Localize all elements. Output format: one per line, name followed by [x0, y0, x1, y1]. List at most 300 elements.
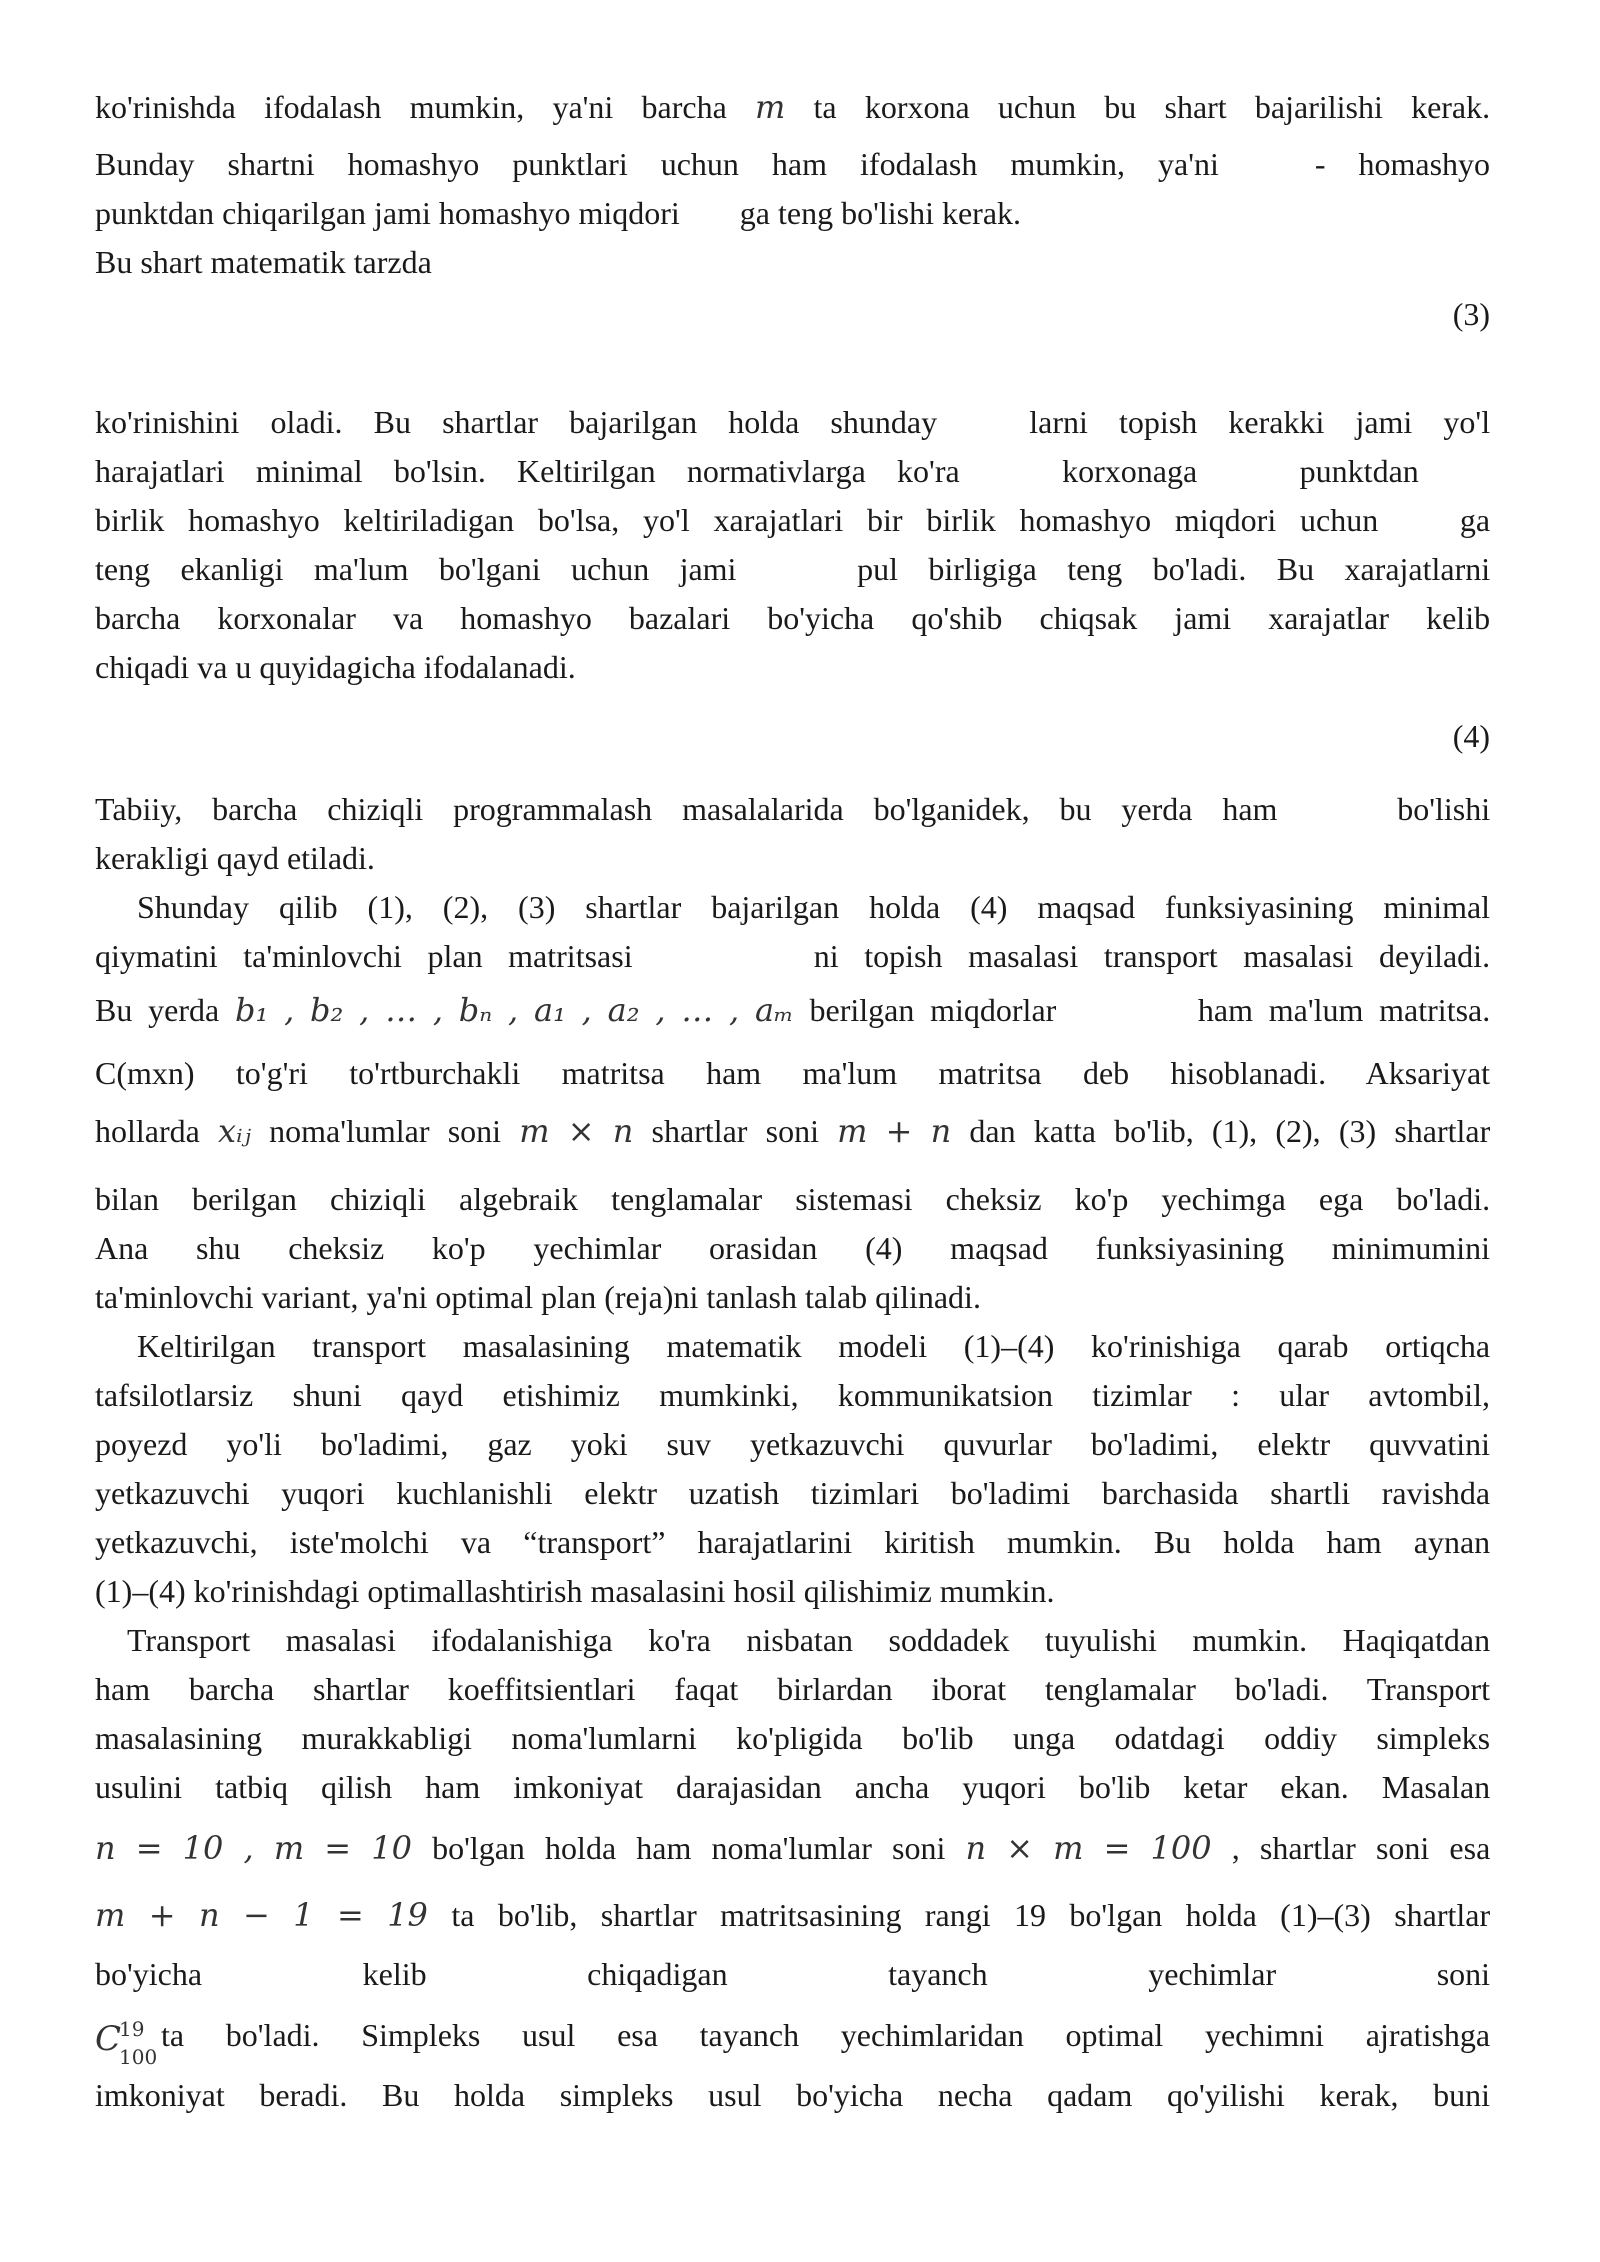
word: usul [708, 2077, 762, 2113]
word: matritsasining [720, 1897, 902, 1933]
word: Bu [95, 244, 133, 280]
word: yechimlar [1148, 1956, 1277, 1992]
text-line [95, 1375, 1490, 1417]
word: funksiyasining [1165, 889, 1354, 925]
word: ta'minlovchi [243, 938, 402, 974]
word: homashyo [460, 600, 592, 636]
word: katta [1033, 1113, 1096, 1149]
word: Haqiqatdan [1342, 1622, 1491, 1658]
word: koeffitsientlari [447, 1671, 636, 1707]
text-line [95, 144, 1490, 186]
text-line [95, 402, 1490, 444]
word: odatdagi [1114, 1720, 1225, 1756]
word: optimallashtirish [367, 1573, 583, 1609]
word: Bunday [95, 146, 195, 182]
word: yerda [1121, 791, 1193, 827]
word: ya'ni [1157, 146, 1219, 182]
word: bo'lib, [1114, 1113, 1194, 1149]
word: noma'lumlarni [511, 1720, 697, 1756]
math-fragment: m [837, 1112, 868, 1150]
math-fragment: a₁ [533, 991, 566, 1029]
math-fragment: , [729, 991, 740, 1029]
word: shartlar [600, 1897, 697, 1933]
word: (1), [1211, 1113, 1258, 1149]
math-fragment: n [198, 1896, 220, 1934]
word: (1)–(4) [963, 1328, 1055, 1364]
word: yo'l [1443, 404, 1491, 440]
word: yetkazuvchi [749, 1426, 905, 1462]
word: beradi. [259, 2077, 348, 2113]
word: holda [728, 404, 800, 440]
word: esa [1449, 1830, 1491, 1866]
text-line [95, 1767, 1490, 1809]
word: shart [140, 244, 203, 280]
word: faqat [674, 1671, 739, 1707]
word: matritsa [561, 1055, 665, 1091]
word: tenglamalar [1044, 1671, 1196, 1707]
text-line [95, 242, 1490, 284]
word: Transport [127, 1622, 251, 1658]
word: rangi [924, 1897, 991, 1933]
math-fragment: × [1006, 1829, 1034, 1867]
word: deyiladi. [1378, 938, 1491, 974]
word: to'rtburchakli [349, 1055, 521, 1091]
word: bo'lishi [1397, 791, 1491, 827]
math-fragment: n [930, 1112, 952, 1150]
word: maqsad [1037, 889, 1136, 925]
word: ham [95, 1671, 151, 1707]
word: yetkazuvchi, [95, 1524, 258, 1560]
word: ya'ni [552, 89, 614, 125]
math-fragment: , [243, 1829, 254, 1867]
word: Bu [373, 404, 411, 440]
text-line [95, 1571, 1490, 1613]
math-fragment: m [273, 1829, 305, 1867]
word: uzatish [688, 1475, 780, 1511]
word: ko'p [431, 1230, 486, 1266]
word: bo'ladi. [225, 2017, 320, 2053]
word: uchun [571, 551, 650, 587]
math-fragment: b₁ [234, 991, 269, 1029]
word: masalasi [285, 1622, 396, 1658]
word: homashyo [438, 195, 571, 231]
word: qarab [1277, 1328, 1349, 1364]
word: punktdan [95, 195, 215, 231]
equation-number-4: (4) [1452, 718, 1490, 754]
math-fragment: aₘ [755, 991, 794, 1029]
word: kommunikatsion [837, 1377, 1054, 1413]
word: quvvatini [1369, 1426, 1491, 1462]
word: qayd [216, 840, 279, 876]
word: soni [1375, 1830, 1430, 1866]
math-fragment: … [681, 991, 714, 1029]
word: Bu [95, 992, 133, 1028]
word: masalasi [1243, 938, 1354, 974]
word: bazalari [628, 600, 731, 636]
math-fragment: 100 [1150, 1829, 1212, 1867]
word: transport [312, 1328, 427, 1364]
word: (1), [367, 889, 413, 925]
math-fragment: = [135, 1829, 163, 1867]
word: tayanch [888, 1956, 988, 1992]
word: normativlarga [686, 453, 866, 489]
word: deb [1082, 1055, 1130, 1091]
text-line [127, 1620, 1490, 1662]
word: ko'ra [897, 453, 960, 489]
word: holda [1223, 1524, 1295, 1560]
text-line [95, 1718, 1490, 1760]
word: unga [1012, 1720, 1076, 1756]
word: pul [857, 551, 899, 587]
text-line [95, 1895, 1490, 1937]
word: mumkin, [1010, 146, 1125, 182]
word: qayd [401, 1377, 464, 1413]
word: uchun [997, 89, 1077, 125]
word: aynan [1413, 1524, 1491, 1560]
word: bo'lsin. [393, 453, 486, 489]
word: (reja)ni [604, 1279, 699, 1315]
word: usul [522, 2017, 576, 2053]
text-line [95, 1828, 1490, 1870]
word: holda [1185, 1897, 1257, 1933]
word: bo'yicha [796, 2077, 904, 2113]
word: barcha [212, 791, 298, 827]
word: (4) [970, 889, 1008, 925]
text-line [95, 1473, 1490, 1515]
word: shu [196, 1230, 241, 1266]
word: bo'lib, [497, 1897, 578, 1933]
word: shunday [830, 404, 938, 440]
word: ekan. [1280, 1769, 1349, 1805]
word: ham [1197, 992, 1253, 1028]
word: bo'ladimi, [1090, 1426, 1219, 1462]
word: oladi. [270, 404, 343, 440]
word: punktdan [1299, 453, 1419, 489]
math-fragment: , [581, 991, 592, 1029]
word: kerak. [941, 195, 1022, 231]
word: shartlar [1259, 1830, 1356, 1866]
word: etiladi. [286, 840, 375, 876]
word: bo'ladimi, [320, 1426, 449, 1462]
word: tayanch [699, 2017, 800, 2053]
word: qilib [278, 889, 338, 925]
math-fragment: bₙ [458, 991, 493, 1029]
word: ham [636, 1830, 692, 1866]
word: hisoblanadi. [1170, 1055, 1327, 1091]
word: Ana [95, 1230, 149, 1266]
word: birlik [926, 502, 996, 538]
text-line [95, 936, 1490, 978]
text-line [95, 2015, 1491, 2069]
word: matritsa [938, 1055, 1042, 1091]
word: modeli [838, 1328, 928, 1364]
word: jami [1174, 600, 1232, 636]
word: murakkabligi [301, 1720, 473, 1756]
word: shartlar [1394, 1897, 1491, 1933]
word: matritsa. [1379, 992, 1491, 1028]
word: necha [937, 2077, 1013, 2113]
word: tuyulishi [1044, 1622, 1157, 1658]
word: Masalan [1381, 1769, 1491, 1805]
word: barcha [641, 89, 727, 125]
word: homashyo [347, 146, 480, 182]
word: Bu [1153, 1524, 1192, 1560]
word: bo'ladi. [1396, 1181, 1491, 1217]
word: quyidagicha [259, 649, 416, 685]
word: bo'yicha [95, 1956, 203, 1992]
word: ham [706, 1055, 762, 1091]
word: bajarilgan [569, 404, 698, 440]
word: holda [545, 1830, 617, 1866]
word: (1)–(3) [1280, 1897, 1371, 1933]
word: ko'rinishda [95, 89, 236, 125]
word: shartlar [1394, 1113, 1491, 1149]
math-fragment: m [519, 1112, 550, 1150]
word: kelib [362, 1956, 427, 1992]
word: kiritish [884, 1524, 975, 1560]
math-fragment: 10 [182, 1829, 224, 1867]
word: bilan [95, 1181, 159, 1217]
combination-symbol: C 19 100 [95, 2017, 158, 2069]
word: ta'minlovchi [95, 1279, 254, 1315]
text-line [95, 549, 1490, 591]
word: etishimiz [502, 1377, 620, 1413]
word: “transport” [523, 1524, 666, 1560]
word: bo'yicha [767, 600, 875, 636]
word: (3) [1338, 1113, 1377, 1149]
word: hollarda [95, 1113, 200, 1149]
word: chiqarilgan [222, 195, 367, 231]
word: uchun [1300, 502, 1379, 538]
word: mumkin. [939, 1573, 1055, 1609]
math-fragment: , [432, 991, 444, 1029]
word: masalasini [590, 1573, 726, 1609]
word: miqdori [578, 195, 680, 231]
word: uchun [660, 146, 739, 182]
word: qilish [321, 1769, 393, 1805]
word: soni [892, 1830, 946, 1866]
word: gaz [487, 1426, 532, 1462]
word: ko'pligida [736, 1720, 863, 1756]
word: mumkin, [409, 89, 525, 125]
word: elektr [584, 1475, 658, 1511]
word: ham [1222, 791, 1278, 827]
text-line [95, 1954, 1490, 1996]
math-fragment: , [655, 991, 666, 1029]
text-line [95, 1053, 1490, 1095]
math-fragment: 10 [371, 1829, 412, 1867]
word: kerak. [1411, 89, 1491, 125]
word: va [197, 649, 228, 685]
word: bo'lishi [841, 195, 934, 231]
word: jami [1355, 404, 1413, 440]
word: cheksiz [945, 1181, 1042, 1217]
word: Aksariyat [1365, 1055, 1491, 1091]
word: homashyo [1019, 502, 1152, 538]
word: ekanligi [180, 551, 284, 587]
word: shart [1164, 89, 1227, 125]
word: yetkazuvchi [95, 1475, 250, 1511]
word: harajatlari [95, 453, 225, 489]
math-fragment: , [284, 991, 295, 1029]
word: (2), [1275, 1113, 1321, 1149]
word: teng [95, 551, 151, 587]
word: ga [739, 195, 770, 231]
word: ular [1279, 1377, 1329, 1413]
word: algebraik [458, 1181, 579, 1217]
word: simpleks [1376, 1720, 1491, 1756]
math-fragment: , [359, 991, 370, 1029]
word: esa [617, 2017, 658, 2053]
word: qilinadi. [875, 1279, 981, 1315]
word: birlik [95, 502, 165, 538]
math-fragment: xᵢⱼ [218, 1112, 251, 1150]
text-line [95, 598, 1490, 640]
word: optimal [435, 1279, 534, 1315]
word: qo'yilishi [1167, 2077, 1285, 2113]
math-fragment: m [95, 1896, 126, 1934]
word: matritsasi [508, 938, 633, 974]
text-line [137, 1326, 1490, 1368]
math-fragment: n [965, 1829, 987, 1867]
word: ifodalash [860, 146, 978, 182]
word: ta [161, 2017, 185, 2053]
word: yechimga [1161, 1181, 1286, 1217]
math-fragment: b₂ [310, 991, 344, 1029]
word: tizimlari [810, 1475, 920, 1511]
word: funksiyasining [1095, 1230, 1285, 1266]
word: ma'lum [313, 551, 409, 587]
word: chiqadigan [587, 1956, 728, 1992]
word: bo'lgan [432, 1830, 525, 1866]
word: poyezd [95, 1426, 188, 1462]
word: yoki [570, 1426, 628, 1462]
word: birlardan [777, 1671, 893, 1707]
math-fragment: 19 [387, 1896, 428, 1934]
word: avtombil, [1368, 1377, 1491, 1413]
word: nisbatan [746, 1622, 854, 1658]
word: talab [804, 1279, 868, 1315]
word: bo'lgani [438, 551, 541, 587]
word: tenglamalar [611, 1181, 763, 1217]
word: 19 [1014, 1897, 1046, 1933]
word: ancha [854, 1769, 930, 1805]
math-fragment: + [148, 1896, 176, 1934]
word: bir [867, 502, 903, 538]
math-fragment: n [95, 1829, 116, 1867]
word: Tabiiy, [95, 791, 183, 827]
word: ifodalanishiga [431, 1622, 613, 1658]
word: mumkin. [1192, 1622, 1308, 1658]
word: tafsilotlarsiz [95, 1377, 254, 1413]
word: masalalarida [682, 791, 844, 827]
word: miqdori [1174, 502, 1277, 538]
text-line [95, 1179, 1490, 1221]
word: chiziqli [327, 791, 424, 827]
word: jami [374, 195, 431, 231]
word: tarzda [353, 244, 432, 280]
text-line [95, 500, 1490, 542]
word: shartli [1270, 1475, 1351, 1511]
word: Keltirilgan [517, 453, 656, 489]
equation-number-3: (3) [1452, 296, 1490, 332]
word: harajatlarini [697, 1524, 853, 1560]
word: xarajatlari [713, 502, 844, 538]
word: bo'lsa, [537, 502, 620, 538]
word: orasidan [709, 1230, 818, 1266]
word: ifodalash [264, 89, 382, 125]
word: , [1231, 1830, 1240, 1866]
word: suv [666, 1426, 711, 1462]
word: mumkinki, [659, 1377, 799, 1413]
word: ga [1459, 502, 1491, 538]
word: shartlar [312, 1671, 409, 1707]
word: to'g'ri [235, 1055, 308, 1091]
text-line [95, 1228, 1490, 1270]
word: plan [427, 938, 483, 974]
word: bo'lganidek, [873, 791, 1030, 827]
word: bo'lib [1078, 1769, 1151, 1805]
word: (4) [865, 1230, 903, 1266]
word: korxona [864, 89, 970, 125]
word: (3) [518, 889, 556, 925]
word: Bu [382, 2077, 420, 2113]
word: bu [1104, 89, 1137, 125]
word: bo'lgan [1069, 1897, 1163, 1933]
text-line [95, 647, 1490, 689]
text-line [95, 2075, 1490, 2117]
word: tanlash [706, 1279, 797, 1315]
word: optimal [1065, 2017, 1164, 2053]
word: xarajatlarni [1344, 551, 1491, 587]
word: ko'rinishdagi [193, 1573, 360, 1609]
word: (2), [442, 889, 489, 925]
word: barchasida [1101, 1475, 1239, 1511]
word: hosil [733, 1573, 796, 1609]
word: birligiga [928, 551, 1037, 587]
word: iste'molchi [289, 1524, 429, 1560]
text-line [95, 1424, 1490, 1466]
word: tatbiq [215, 1769, 288, 1805]
word: Transport [1366, 1671, 1490, 1707]
word: kerak, [1319, 2077, 1399, 2113]
word: punktlari [512, 146, 628, 182]
text-line [95, 1669, 1490, 1711]
word: korxonaga [1062, 453, 1198, 489]
word: u [235, 649, 252, 685]
word: yechimlar [533, 1230, 662, 1266]
word: mumkin. [1007, 1524, 1122, 1560]
math-fragment: = [324, 1829, 352, 1867]
word: noma'lumlar [711, 1830, 872, 1866]
word: Shunday [137, 889, 249, 925]
word: ya'ni [366, 1279, 428, 1315]
word: soni [765, 1113, 819, 1149]
word: topish [1119, 404, 1198, 440]
word: matematik [666, 1328, 802, 1364]
word: bajarilgan [711, 889, 840, 925]
word: kelib [1426, 600, 1491, 636]
word: minimal [1383, 889, 1491, 925]
word: variant, [261, 1279, 359, 1315]
word: kerakki [1228, 404, 1325, 440]
word: homashyo [1358, 146, 1491, 182]
word: shartlar [585, 889, 682, 925]
word: bo'ladi. [1152, 551, 1247, 587]
math-fragment: × [567, 1112, 595, 1150]
word: tizimlar [1092, 1377, 1192, 1413]
word: minimal [255, 453, 363, 489]
